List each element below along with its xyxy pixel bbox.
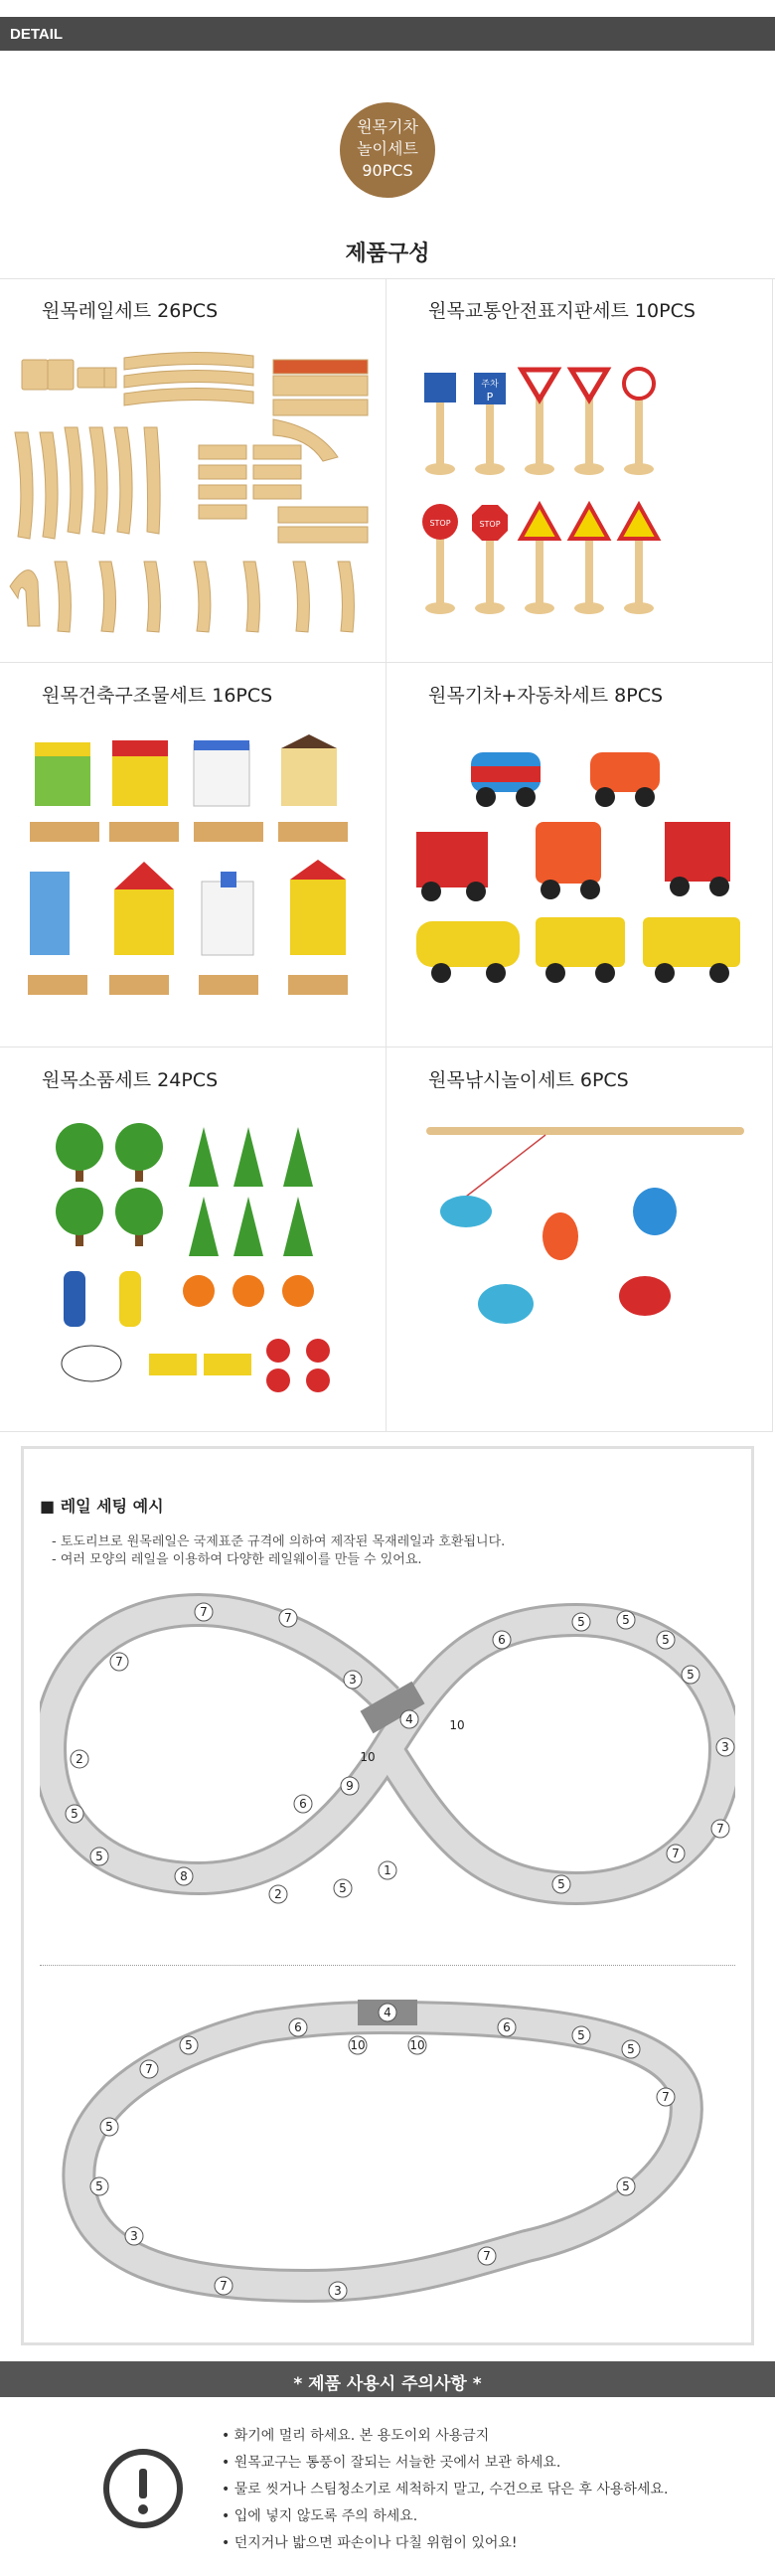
track-number: 10 (409, 2038, 425, 2052)
track-number: 5 (662, 1633, 670, 1647)
set-card-fishing (387, 1047, 773, 1432)
track-number: 5 (95, 1850, 103, 1863)
detail-label: DETAIL (10, 26, 64, 43)
stop-sign-1-text: STOP (429, 519, 451, 528)
set-card-buildings (0, 663, 387, 1047)
track-number: 2 (274, 1887, 282, 1901)
track-number: 4 (384, 2006, 391, 2019)
rail-setting-title: ■ 레일 세팅 예시 (40, 1497, 164, 1516)
set-card-trains-cars (387, 663, 773, 1047)
track-number: 7 (284, 1611, 292, 1625)
track-number: 7 (145, 2062, 153, 2076)
track-number: 4 (405, 1712, 413, 1726)
track-number: 7 (483, 2249, 491, 2263)
track-number: 2 (76, 1752, 83, 1766)
track-number: 10 (360, 1750, 376, 1764)
parking-sign-bottom-text: P (486, 391, 494, 403)
track-number: 7 (672, 1847, 680, 1860)
track-number: 7 (115, 1655, 123, 1669)
track-number: 7 (716, 1822, 724, 1836)
track-number: 3 (349, 1673, 357, 1687)
composition-title: 제품구성 (345, 242, 430, 266)
badge-line-3: 90PCS (362, 161, 413, 180)
set-title: 원목낚시놀이세트 6PCS (428, 1069, 629, 1091)
wooden-buildings-image (0, 723, 387, 1041)
caution-item-2: • 원목교구는 통풍이 잘되는 서늘한 곳에서 보관 하세요. (222, 2455, 561, 2471)
track-number: 6 (294, 2020, 302, 2034)
track-number: 5 (71, 1807, 78, 1821)
wooden-props-image (0, 1107, 387, 1425)
track-number: 10 (350, 2038, 366, 2052)
track-number: 6 (299, 1797, 307, 1811)
track-number: 7 (220, 2279, 228, 2293)
track-number: 5 (627, 2042, 635, 2056)
caution-item-5: • 던지거나 밟으면 파손이나 다칠 위험이 있어요! (222, 2535, 518, 2551)
track-number: 5 (577, 1615, 585, 1629)
track-number: 10 (449, 1718, 465, 1732)
track-number: 5 (557, 1877, 565, 1891)
track-number: 5 (577, 2028, 585, 2042)
set-title: 원목기차+자동차세트 8PCS (428, 685, 664, 707)
parking-sign-top-text: 주차 (481, 380, 499, 390)
detail-header-bar (0, 17, 775, 51)
caution-title: * 제품 사용시 주의사항 * (293, 2374, 482, 2394)
product-badge (340, 102, 435, 198)
badge-line-1: 원목기차 (357, 117, 418, 136)
stop-sign-2-text: STOP (479, 520, 501, 529)
figure-eight-track-diagram (40, 1590, 735, 1948)
track-number: 8 (180, 1869, 188, 1883)
track-number: 3 (721, 1740, 729, 1754)
track-number: 5 (622, 1613, 630, 1627)
section-divider (40, 1965, 735, 1966)
track-number: 5 (339, 1881, 347, 1895)
badge-line-2: 놀이세트 (357, 139, 418, 158)
oval-track-diagram (60, 1988, 715, 2326)
track-number: 3 (130, 2229, 138, 2243)
caution-item-1: • 화기에 멀리 하세요. 본 용도이외 사용금지 (222, 2428, 490, 2444)
set-card-signs (387, 278, 773, 663)
wooden-rails-image (0, 338, 387, 656)
track-number: 5 (622, 2179, 630, 2193)
caution-header-bar (0, 2361, 775, 2397)
track-number: 7 (200, 1605, 208, 1619)
exclamation-icon (103, 2449, 183, 2528)
caution-item-4: • 입에 넣지 않도록 주의 하세요. (222, 2508, 418, 2524)
set-title: 원목교통안전표지판세트 10PCS (428, 300, 696, 322)
rail-setting-line-1: - 토도리브로 원목레일은 국제표준 규격에 의하여 제작된 목재레일과 호환됩니다. (52, 1534, 506, 1549)
track-number: 5 (105, 2120, 113, 2134)
track-number: 6 (503, 2020, 511, 2034)
track-number: 5 (95, 2179, 103, 2193)
set-title: 원목레일세트 26PCS (42, 300, 219, 322)
set-title: 원목소품세트 24PCS (42, 1069, 219, 1091)
caution-item-3: • 물로 씻거나 스팀청소기로 세척하지 말고, 수건으로 닦은 후 사용하세요. (222, 2482, 669, 2497)
rail-setting-line-2: - 여러 모양의 레일을 이용하여 다양한 레일웨이를 만들 수 있어요. (52, 1552, 422, 1567)
track-number: 7 (662, 2090, 670, 2104)
track-number: 9 (346, 1779, 354, 1793)
fishing-set-image (387, 1107, 773, 1425)
track-number: 1 (384, 1863, 391, 1877)
set-title: 원목건축구조물세트 16PCS (42, 685, 273, 707)
traffic-signs-image (387, 338, 773, 656)
track-number: 5 (687, 1668, 695, 1682)
set-card-props (0, 1047, 387, 1432)
wooden-vehicles-image (387, 723, 773, 1041)
track-number: 6 (498, 1633, 506, 1647)
track-number: 5 (185, 2038, 193, 2052)
set-card-rails (0, 278, 387, 663)
track-number: 3 (334, 2284, 342, 2298)
